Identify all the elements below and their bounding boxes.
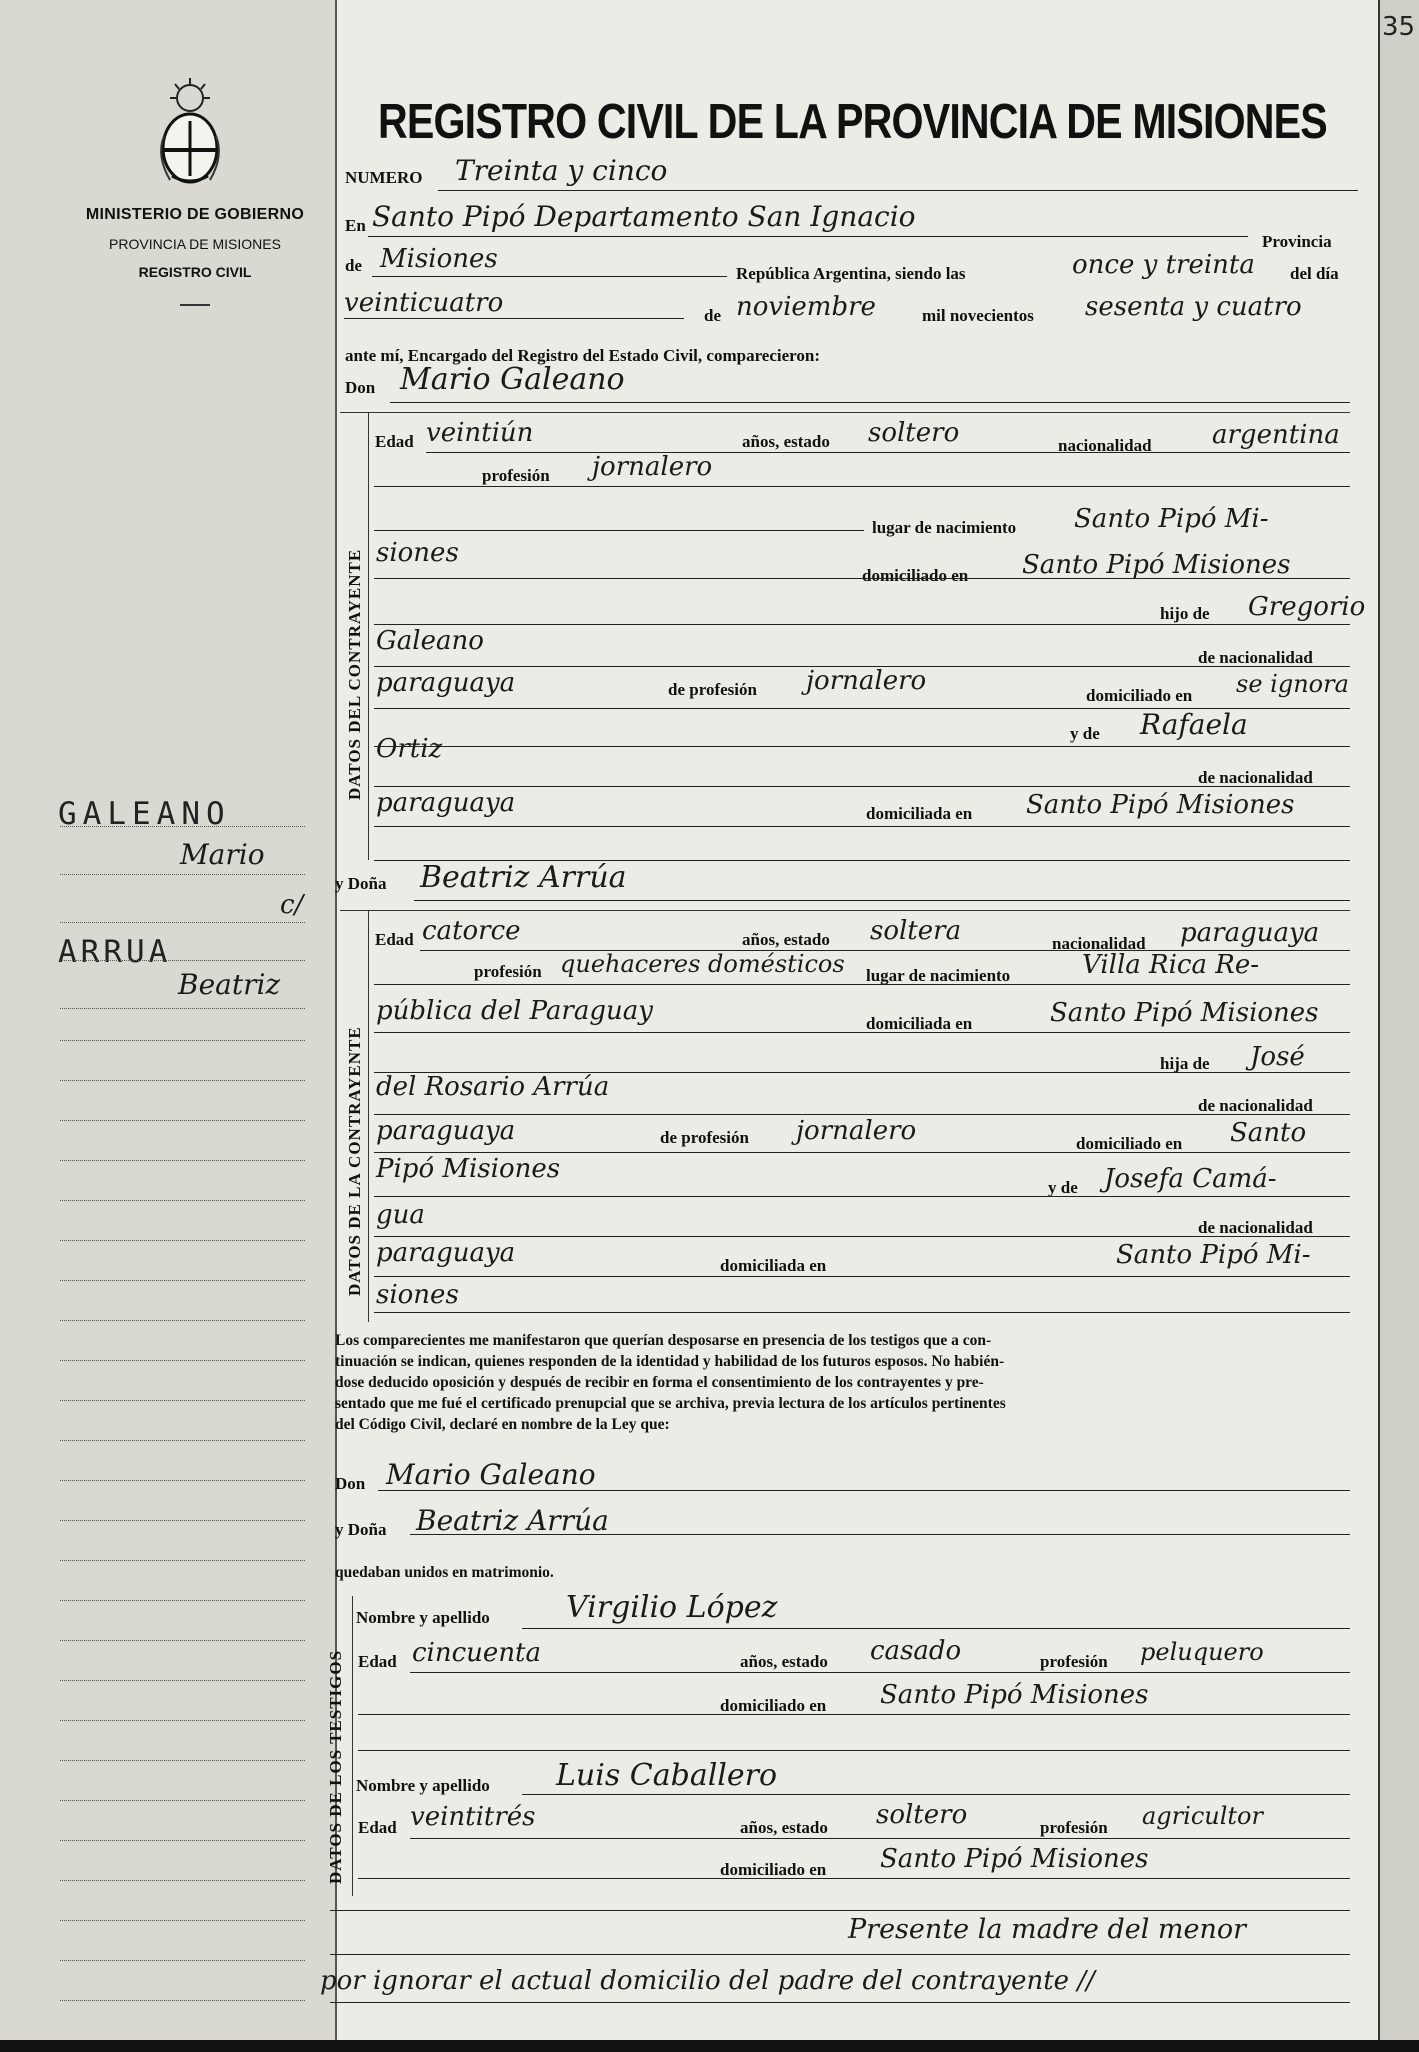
c2-nacionalidad: paraguaya (1180, 918, 1320, 948)
c1-denac-label: de nacionalidad (1198, 648, 1313, 667)
c1-edad: veintiún (426, 418, 534, 448)
c1-padre-cont: Galeano (376, 626, 484, 656)
c1-madre-nac: paraguaya (376, 788, 516, 818)
c2-denac2-label: de nacionalidad (1198, 1218, 1313, 1237)
note-line-1: Presente la madre del menor (848, 1914, 1247, 1945)
mil-label: mil novecientos (922, 306, 1034, 325)
margin-column (0, 0, 337, 2040)
quedaban-text: quedaban unidos en matrimonio. (335, 1564, 554, 1581)
c2-yde-label: y de (1048, 1178, 1078, 1197)
witnesses-side-label: DATOS DE LOS TESTIGOS (326, 1649, 345, 1884)
c1-yde-label: y de (1070, 724, 1100, 743)
c1-estado: soltero (868, 418, 960, 448)
c2-denac-label: de nacionalidad (1198, 1096, 1313, 1115)
t2-anios-label: años, estado (740, 1818, 828, 1837)
c2-edad-label: Edad (375, 930, 414, 949)
dona-label: y Doña (335, 874, 387, 893)
c2-estado: soltera (870, 916, 962, 946)
c2-madre-dom: Santo Pipó Mi- (1116, 1240, 1311, 1270)
c1-padre: Gregorio (1248, 592, 1366, 622)
dia-value: veinticuatro (344, 288, 504, 318)
c1-edad-label: Edad (375, 432, 414, 451)
legal-line: Los comparecientes me manifestaron que querían desposarse en presencia de los testigos que a con- (335, 1332, 992, 1349)
margin-surname-2: ARRUA (58, 934, 172, 970)
c1-padre-nac: paraguaya (376, 668, 516, 698)
mes-value: noviembre (736, 292, 876, 322)
c1-hijo-label: hijo de (1160, 604, 1210, 623)
c1-nacionalidad: argentina (1212, 420, 1340, 450)
hora-value: once y treinta (1072, 250, 1255, 280)
t1-profesion: peluquero (1140, 1638, 1264, 1666)
c2-hija-label: hija de (1160, 1054, 1210, 1073)
numero-value: Treinta y cinco (455, 154, 668, 187)
en-value: Santo Pipó Departamento San Ignacio (372, 200, 916, 233)
c2-padre-nac: paraguaya (376, 1116, 516, 1146)
c1-madredom-label: domiciliada en (866, 804, 973, 823)
margin-surname-1: GALEANO (58, 796, 231, 832)
provincia-label: Provincia (1262, 232, 1332, 251)
anio-value: sesenta y cuatro (1085, 292, 1302, 322)
t2-dom-label: domiciliado en (720, 1860, 827, 1879)
legal-line: del Código Civil, declaré en nombre de la Ley que: (335, 1416, 670, 1433)
de-value: Misiones (380, 244, 498, 274)
c1-domicilio: Santo Pipó Misiones (1022, 550, 1291, 580)
c2-padre-prof: jornalero (796, 1116, 917, 1146)
margin-given-1: Mario (180, 838, 265, 871)
del-dia-label: del día (1290, 264, 1339, 283)
t1-anios-label: años, estado (740, 1652, 828, 1671)
decl-dona-value: Beatriz Arrúa (416, 1504, 609, 1537)
coat-of-arms-icon (150, 76, 230, 188)
c1-lugar: Santo Pipó Mi- (1074, 504, 1269, 534)
en-label: En (345, 216, 366, 235)
t1-edad-label: Edad (358, 1652, 397, 1671)
c1-dom-label: domiciliado en (862, 566, 969, 585)
ministry-name: MINISTERIO DE GOBIERNO (85, 206, 305, 223)
contrayente2-side-label: DATOS DE LA CONTRAYENTE (345, 1026, 364, 1296)
c2-madre: Josefa Camá- (1104, 1164, 1277, 1194)
t1-profesion-label: profesión (1040, 1652, 1108, 1671)
c1-deprof-label: de profesión (668, 680, 757, 699)
t1-nombre-label: Nombre y apellido (356, 1608, 490, 1627)
c1-anios-label: años, estado (742, 432, 830, 451)
t2-profesion: agricultor (1142, 1802, 1263, 1830)
header-divider (180, 304, 210, 306)
scan-edge (0, 2040, 1419, 2052)
legal-paragraph (335, 1330, 1345, 1435)
republica-label: República Argentina, siendo las (736, 264, 966, 283)
c2-madre-dom-cont: siones (376, 1280, 459, 1310)
t2-nombre-label: Nombre y apellido (356, 1776, 490, 1795)
c2-profesion-label: profesión (474, 962, 542, 981)
t2-edad: veintitrés (410, 1802, 536, 1832)
t1-dom-label: domiciliado en (720, 1696, 827, 1715)
c1-nac-label: nacionalidad (1058, 436, 1152, 455)
c2-nac-label: nacionalidad (1052, 934, 1146, 953)
t1-nombre: Virgilio López (566, 1590, 778, 1625)
legal-line: dose deducido oposición y después de recibir en forma el consentimiento de los contrayentes y pre- (335, 1374, 984, 1391)
c2-padre-cont: del Rosario Arrúa (376, 1072, 610, 1102)
ante-mi-text: ante mí, Encargado del Registro del Estado Civil, comparecieron: (345, 346, 821, 365)
c2-madre-cont: gua (376, 1200, 425, 1230)
contrayente2-name: Beatriz Arrúa (420, 860, 627, 895)
c2-deprof-label: de profesión (660, 1128, 749, 1147)
province-name: PROVINCIA DE MISIONES (109, 236, 281, 252)
c2-padre: José (1250, 1042, 1305, 1072)
c1-denac2-label: de nacionalidad (1198, 768, 1313, 787)
decl-dona-label: y Doña (335, 1520, 387, 1539)
c2-lugar-label: lugar de nacimiento (866, 966, 1011, 985)
t1-domicilio: Santo Pipó Misiones (880, 1680, 1149, 1710)
c2-anios-label: años, estado (742, 930, 830, 949)
c1-madre: Rafaela (1140, 708, 1248, 741)
t2-profesion-label: profesión (1040, 1818, 1108, 1837)
c2-padre-dom: Santo (1230, 1118, 1307, 1148)
c1-profesion: jornalero (592, 452, 713, 482)
c1-lugar-cont: siones (376, 538, 459, 568)
c1-padredom-label: domiciliado en (1086, 686, 1193, 705)
c1-madre-cont: Ortiz (376, 734, 443, 764)
c2-dom-label: domiciliada en (866, 1014, 973, 1033)
document-title: REGISTRO CIVIL DE LA PROVINCIA DE MISIONES (378, 95, 1327, 149)
c2-lugar-cont: pública del Paraguay (376, 996, 653, 1026)
de-mes-label: de (704, 306, 721, 325)
c2-edad: catorce (422, 916, 521, 946)
c1-lugar-label: lugar de nacimiento (872, 518, 1017, 537)
t2-edad-label: Edad (358, 1818, 397, 1837)
decl-don-label: Don (335, 1474, 366, 1493)
c2-padre-dom-cont: Pipó Misiones (376, 1154, 561, 1184)
don-label: Don (345, 378, 376, 397)
c2-lugar: Villa Rica Re- (1082, 950, 1259, 980)
c1-madre-dom: Santo Pipó Misiones (1026, 790, 1295, 820)
legal-line: tinuación se indican, quienes responden de la identidad y habilidad de los futuros esposos. No habién- (335, 1353, 1005, 1370)
legal-line: sentado que me fué el certificado prenupcial que se archiva, previa lectura de los artículos pertinentes (335, 1395, 1006, 1412)
c1-profesion-label: profesión (482, 466, 550, 485)
margin-given-2: Beatriz (178, 968, 281, 1001)
t1-edad: cincuenta (412, 1638, 542, 1668)
t1-estado: casado (870, 1636, 962, 1666)
page-number: 35 (1382, 12, 1416, 42)
contrayente1-side-label: DATOS DEL CONTRAYENTE (345, 548, 364, 800)
c2-madre-nac: paraguaya (376, 1238, 516, 1268)
c2-madredom-label: domiciliada en (720, 1256, 827, 1275)
note-line-2: por ignorar el actual domicilio del padre del contrayente // (320, 1966, 1095, 1996)
t2-domicilio: Santo Pipó Misiones (880, 1844, 1149, 1874)
c2-profesion: quehaceres domésticos (560, 950, 845, 978)
c1-padre-prof: jornalero (806, 666, 927, 696)
t2-nombre: Luis Caballero (556, 1758, 778, 1793)
t2-estado: soltero (876, 1800, 968, 1830)
margin-conj: c/ (280, 890, 304, 920)
de-label: de (345, 256, 362, 275)
c2-domicilio: Santo Pipó Misiones (1050, 998, 1319, 1028)
page-edge (1378, 0, 1419, 2052)
registry-name: REGISTRO CIVIL (138, 264, 252, 280)
decl-don-value: Mario Galeano (386, 1458, 596, 1491)
numero-label: NUMERO (345, 168, 423, 187)
c2-padredom-label: domiciliado en (1076, 1134, 1183, 1153)
contrayente1-name: Mario Galeano (400, 362, 625, 397)
c1-padre-dom: se ignora (1236, 670, 1349, 698)
